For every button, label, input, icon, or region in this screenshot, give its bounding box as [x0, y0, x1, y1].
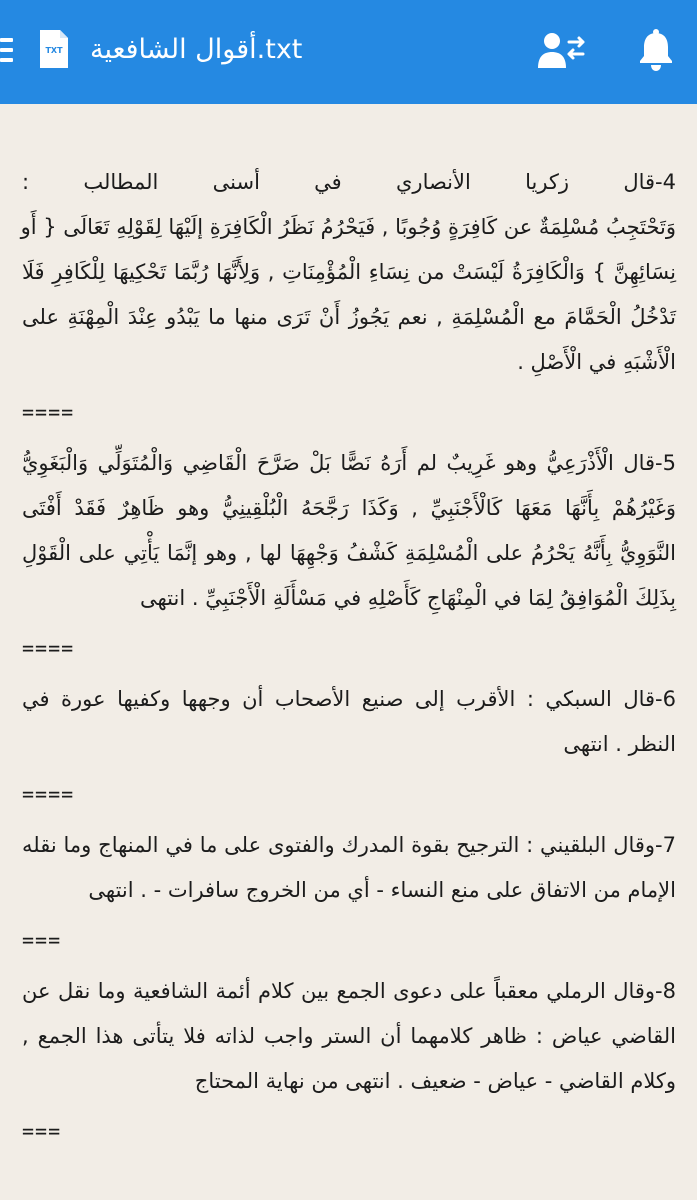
- quote-block-7: [22, 823, 676, 955]
- txt-file-icon: [38, 28, 70, 70]
- text-line: النَّوَوِيُّ بِأَنَّهُ يَحْرُمُ على الْمُسْلِمَةِ كَشْفُ وَجْهِهَا لها , وهو إنَّمَا يَأْتِي على الْقَوْلِ: [22, 541, 676, 565]
- text-document: [22, 160, 676, 1160]
- menu-icon[interactable]: [0, 38, 16, 68]
- separator: ====: [22, 782, 75, 806]
- text-line: الْأَشْبَهِ في الْأَصْلِ .: [517, 350, 676, 374]
- text-line: 5-قال الْأَذْرَعِيُّ وهو غَرِيبٌ لم أَرَهُ نَصًّا بَلْ صَرَّحَ الْقَاضِي وَالْمُتَوَلِّي وَالْبَغَوِيُّ: [22, 451, 676, 475]
- text-line: نِسَائِهِنَّ } وَالْكَافِرَةُ لَيْسَتْ من نِسَاءِ الْمُؤْمِنَاتِ , وَلِأَنَّهَا رُبَّمَا تَحْكِيهَا لِلْكَافِرِ فَلَا: [22, 260, 676, 284]
- text-line: الإمام من الاتفاق على منع النساء - أي من الخروج سافرات - . انتهى: [88, 878, 676, 902]
- text-line: وَتَحْتَجِبُ مُسْلِمَةٌ عن كَافِرَةٍ وُجُوبًا , فَيَحْرُمُ نَظَرُ الْكَافِرَةِ إلَيْهَا لِقَوْلِهِ تَعَالَى { أَو: [20, 215, 676, 239]
- bell-icon[interactable]: [638, 28, 674, 72]
- text-line: 4-قال زكريا الأنصاري في أسنى المطالب :: [22, 170, 676, 194]
- app-title: أقوال الشافعية.txt: [90, 34, 303, 65]
- text-line: النظر . انتهى: [563, 732, 676, 756]
- text-line: القاضي عياض : ظاهر كلامهما أن الستر واجب لذاته فلا يتأتى هذا الجمع ,: [22, 1024, 676, 1048]
- quote-block-6: [22, 677, 676, 809]
- separator: ====: [22, 400, 75, 424]
- quote-block-8: [22, 969, 676, 1146]
- file-badge: TXT: [45, 46, 63, 55]
- text-line: وكلام القاضي - عياض - ضعيف . انتهى من نهاية المحتاج: [194, 1069, 676, 1093]
- separator: ====: [22, 636, 75, 660]
- text-line: 7-وقال البلقيني : الترجيح بقوة المدرك والفتوى على ما في المنهاج وما نقله: [22, 833, 676, 857]
- text-line: وَغَيْرُهُمْ بِأَنَّهَا مَعَهَا كَالْأَجْنَبِيِّ , وَكَذَا رَجَّحَهُ الْبُلْقِينِيُّ وهو ظَاهِرٌ فَقَدْ أَفْتَى: [22, 496, 676, 520]
- separator: ===: [22, 928, 62, 952]
- quote-block-4: [22, 160, 676, 427]
- user-swap-icon[interactable]: [538, 30, 586, 70]
- text-line: بِذَلِكَ الْمُوَافِقُ لِمَا في الْمِنْهَاجِ كَأَصْلِهِ في مَسْأَلَةِ الْأَجْنَبِيِّ . انتهى: [139, 586, 676, 610]
- text-line: 8-وقال الرملي معقباً على دعوى الجمع بين كلام أئمة الشافعية وما نقل عن: [22, 979, 676, 1003]
- app-bar: [0, 0, 697, 104]
- separator: ===: [22, 1119, 62, 1143]
- text-line: تَدْخُلُ الْحَمَّامَ مع الْمُسْلِمَةِ , نعم يَجُوزُ أَنْ تَرَى منها ما يَبْدُو عِنْدَ الْمِهْنَةِ على: [22, 305, 676, 329]
- text-line: 6-قال السبكي : الأقرب إلى صنيع الأصحاب أن وجهها وكفيها عورة في: [22, 687, 676, 711]
- quote-block-5: [22, 441, 676, 663]
